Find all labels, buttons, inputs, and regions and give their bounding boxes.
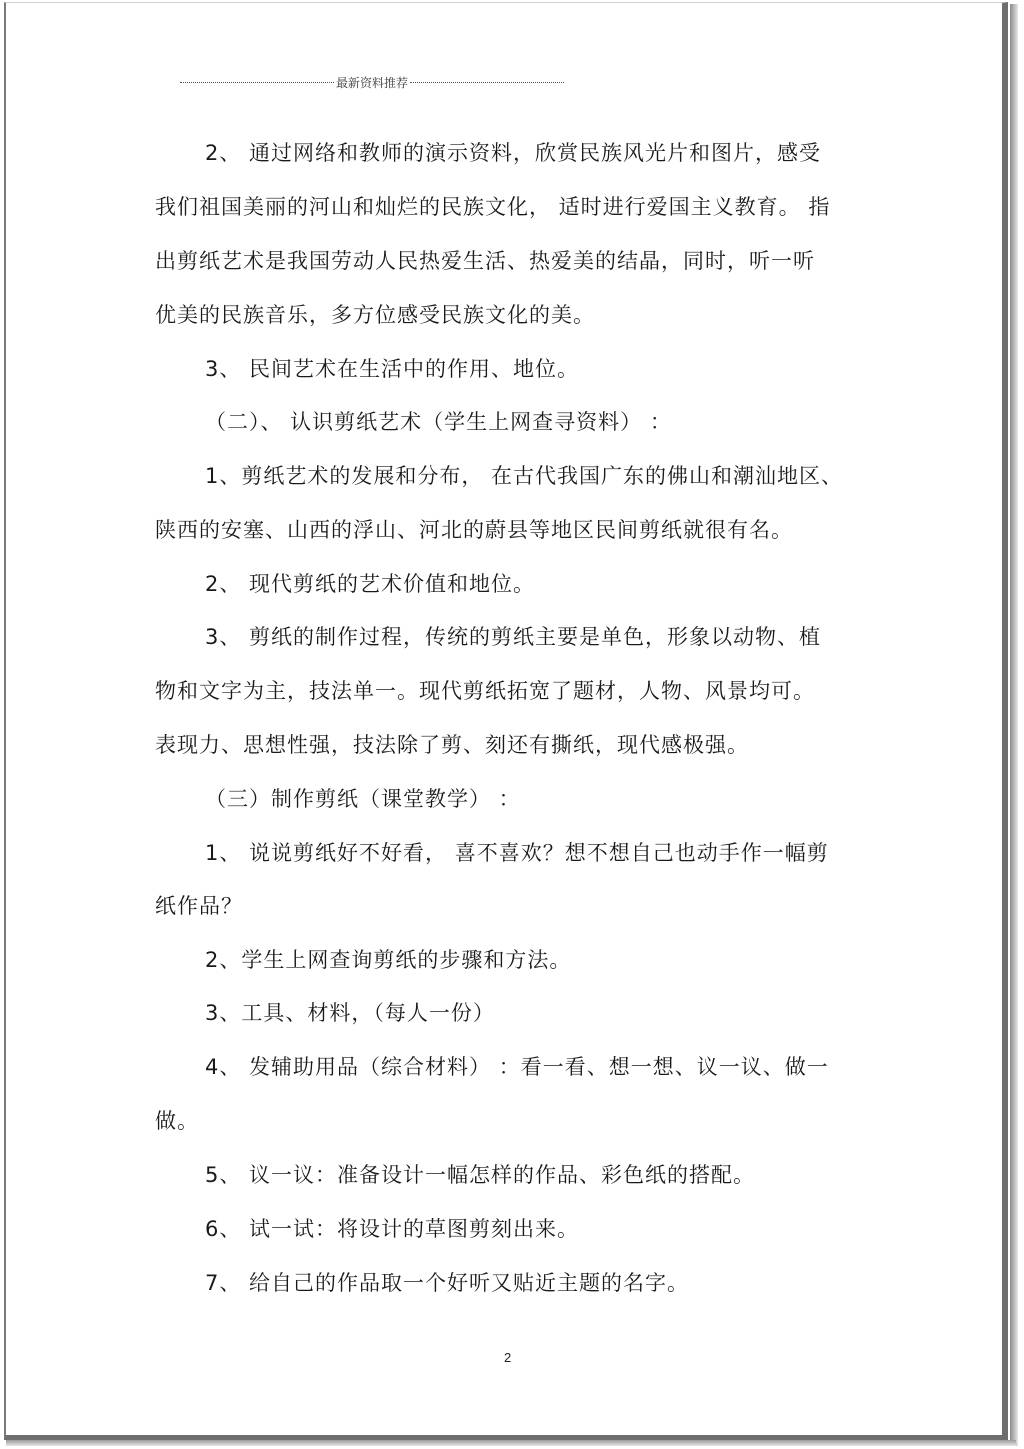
body-line: 2、 通过网络和教师的演示资料，欣赏民族风光片和图片，感受 bbox=[205, 141, 822, 165]
body-line: 2、 现代剪纸的艺术价值和地位。 bbox=[205, 572, 536, 596]
body-line: 7、 给自己的作品取一个好听又贴近主题的名字。 bbox=[205, 1271, 690, 1295]
page-shadow-bottom bbox=[6, 1440, 1016, 1446]
body-line: 3、工具、材料，（每人一份） bbox=[205, 1001, 495, 1025]
page-shadow-right bbox=[1010, 4, 1018, 1446]
body-line: 1、剪纸艺术的发展和分布， 在古代我国广东的佛山和潮汕地区、 bbox=[205, 464, 844, 488]
body-line: 陕西的安塞、山西的浮山、河北的蔚县等地区民间剪纸就很有名。 bbox=[155, 518, 793, 542]
body-line: 做。 bbox=[155, 1109, 199, 1133]
body-line: 表现力、思想性强，技法除了剪、刻还有撕纸，现代感极强。 bbox=[155, 733, 749, 757]
body-line: 出剪纸艺术是我国劳动人民热爱生活、热爱美的结晶，同时，听一听 bbox=[155, 249, 815, 273]
body-line: 5、 议一议：准备设计一幅怎样的作品、彩色纸的搭配。 bbox=[205, 1163, 756, 1187]
header-title: 最新资料推荐 bbox=[336, 75, 409, 90]
body-line: 物和文字为主，技法单一。现代剪纸拓宽了题材，人物、风景均可。 bbox=[155, 679, 815, 703]
body-line: 我们祖国美丽的河山和灿烂的民族文化， 适时进行爱国主义教育。 指 bbox=[155, 195, 831, 219]
body-line: 3、 剪纸的制作过程，传统的剪纸主要是单色，形象以动物、植 bbox=[205, 625, 822, 649]
section-heading: （二）、 认识剪纸艺术（学生上网查寻资料） ： bbox=[205, 410, 672, 434]
body-line: 2、学生上网查询剪纸的步骤和方法。 bbox=[205, 948, 572, 972]
body-line: 优美的民族音乐，多方位感受民族文化的美。 bbox=[155, 303, 595, 327]
body-line: 6、 试一试：将设计的草图剪刻出来。 bbox=[205, 1217, 580, 1241]
header-rule-left bbox=[180, 82, 334, 83]
body-line: 4、 发辅助用品（综合材料） ：看一看、想一想、议一议、做一 bbox=[205, 1055, 829, 1079]
body-line: 3、 民间艺术在生活中的作用、地位。 bbox=[205, 357, 580, 381]
body-line: 1、 说说剪纸好不好看， 喜不喜欢？想不想自己也动手作一幅剪 bbox=[205, 841, 829, 865]
body-line: 纸作品？ bbox=[155, 894, 243, 918]
page-number: 2 bbox=[504, 1350, 512, 1365]
page-header bbox=[180, 72, 564, 92]
section-heading: （三）制作剪纸（课堂教学） ： bbox=[205, 787, 521, 811]
header-rule-right bbox=[410, 82, 564, 83]
